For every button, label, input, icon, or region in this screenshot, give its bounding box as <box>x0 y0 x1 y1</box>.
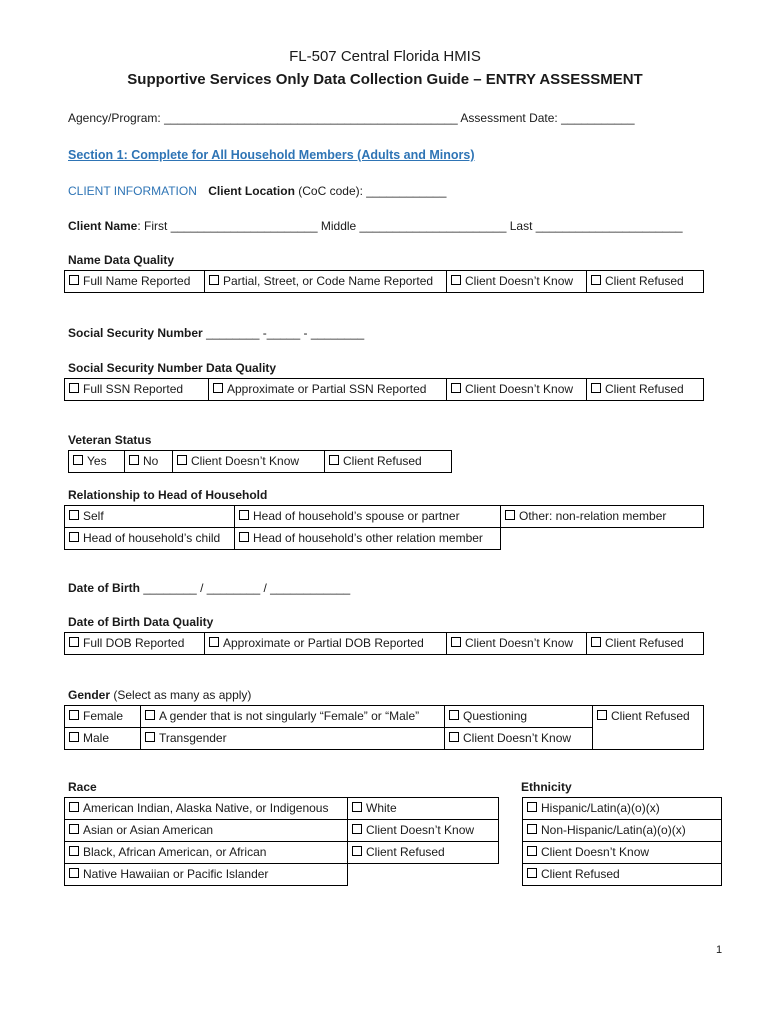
dob-field[interactable]: ________ / ________ / ____________ <box>143 581 351 595</box>
gender-heading: Gender <box>68 688 111 702</box>
checkbox-icon[interactable] <box>451 275 461 285</box>
checkbox-icon[interactable] <box>449 732 459 742</box>
section-1-heading: Section 1: Complete for All Household Members (Adults and Minors) <box>68 148 475 162</box>
checkbox-icon[interactable] <box>591 383 601 393</box>
empty-cell <box>501 528 704 550</box>
option-american-indian[interactable]: American Indian, Alaska Native, or Indigenous <box>65 798 348 820</box>
option-doesnt-know[interactable]: Client Doesn’t Know <box>348 820 499 842</box>
checkbox-icon[interactable] <box>329 455 339 465</box>
option-asian[interactable]: Asian or Asian American <box>65 820 348 842</box>
option-partial-name[interactable]: Partial, Street, or Code Name Reported <box>205 271 447 293</box>
agency-line <box>68 111 635 125</box>
option-refused[interactable]: Client Refused <box>523 864 722 886</box>
client-information-link[interactable]: CLIENT INFORMATION <box>68 184 197 198</box>
checkbox-icon[interactable] <box>69 532 79 542</box>
gender-table <box>64 705 704 750</box>
dob-line <box>68 581 350 595</box>
checkbox-icon[interactable] <box>352 802 362 812</box>
option-non-singular-gender[interactable]: A gender that is not singularly “Female” or “Male” <box>141 706 445 728</box>
checkbox-icon[interactable] <box>239 532 249 542</box>
checkbox-icon[interactable] <box>69 510 79 520</box>
checkbox-icon[interactable] <box>449 710 459 720</box>
checkbox-icon[interactable] <box>527 802 537 812</box>
option-refused[interactable]: Client Refused <box>593 706 704 750</box>
checkbox-icon[interactable] <box>69 710 79 720</box>
checkbox-icon[interactable] <box>69 846 79 856</box>
checkbox-icon[interactable] <box>73 455 83 465</box>
ethnicity-heading: Ethnicity <box>521 780 572 794</box>
checkbox-icon[interactable] <box>505 510 515 520</box>
client-name-label: Client Name <box>68 219 138 233</box>
checkbox-icon[interactable] <box>177 455 187 465</box>
document-title: FL-507 Central Florida HMIS <box>289 48 481 65</box>
option-doesnt-know[interactable]: Client Doesn’t Know <box>523 842 722 864</box>
race-table <box>64 797 499 886</box>
checkbox-icon[interactable] <box>591 637 601 647</box>
option-hispanic[interactable]: Hispanic/Latin(a)(o)(x) <box>523 798 722 820</box>
option-male[interactable]: Male <box>65 728 141 750</box>
option-native-hawaiian[interactable]: Native Hawaiian or Pacific Islander <box>65 864 348 886</box>
ethnicity-table <box>522 797 722 886</box>
option-black[interactable]: Black, African American, or African <box>65 842 348 864</box>
gender-heading-line <box>68 688 251 702</box>
checkbox-icon[interactable] <box>591 275 601 285</box>
option-transgender[interactable]: Transgender <box>141 728 445 750</box>
checkbox-icon[interactable] <box>527 824 537 834</box>
checkbox-icon[interactable] <box>145 732 155 742</box>
name-data-quality-heading: Name Data Quality <box>68 253 175 267</box>
option-doesnt-know[interactable]: Client Doesn’t Know <box>447 379 587 401</box>
ssn-field[interactable]: ________ -_____ - ________ <box>206 326 365 340</box>
checkbox-icon[interactable] <box>69 824 79 834</box>
checkbox-icon[interactable] <box>451 383 461 393</box>
option-refused[interactable]: Client Refused <box>325 451 452 473</box>
veteran-status-table <box>68 450 452 473</box>
client-info-line <box>68 184 446 198</box>
option-child[interactable]: Head of household’s child <box>65 528 235 550</box>
option-self[interactable]: Self <box>65 506 235 528</box>
option-questioning[interactable]: Questioning <box>445 706 593 728</box>
ssn-line <box>68 326 364 340</box>
assessment-date-blank[interactable]: ___________ <box>561 111 635 125</box>
name-data-quality-table <box>64 270 704 293</box>
option-spouse-partner[interactable]: Head of household’s spouse or partner <box>235 506 501 528</box>
checkbox-icon[interactable] <box>69 275 79 285</box>
checkbox-icon[interactable] <box>145 710 155 720</box>
option-yes[interactable]: Yes <box>69 451 125 473</box>
checkbox-icon[interactable] <box>239 510 249 520</box>
option-doesnt-know[interactable]: Client Doesn’t Know <box>447 271 587 293</box>
checkbox-icon[interactable] <box>352 846 362 856</box>
checkbox-icon[interactable] <box>69 732 79 742</box>
relationship-table <box>64 505 704 550</box>
option-partial-ssn[interactable]: Approximate or Partial SSN Reported <box>209 379 447 401</box>
option-white[interactable]: White <box>348 798 499 820</box>
option-doesnt-know[interactable]: Client Doesn’t Know <box>173 451 325 473</box>
checkbox-icon[interactable] <box>451 637 461 647</box>
client-name-line <box>68 219 683 233</box>
document-subtitle: Supportive Services Only Data Collection Guide – ENTRY ASSESSMENT <box>127 71 643 88</box>
last-name-field[interactable]: Last ______________________ <box>509 219 683 233</box>
option-refused[interactable]: Client Refused <box>348 842 499 864</box>
middle-name-field[interactable]: Middle ______________________ <box>320 219 507 233</box>
checkbox-icon[interactable] <box>69 802 79 812</box>
checkbox-icon[interactable] <box>69 383 79 393</box>
option-no[interactable]: No <box>125 451 173 473</box>
dob-data-quality-heading: Date of Birth Data Quality <box>68 615 214 629</box>
race-heading: Race <box>68 780 97 794</box>
checkbox-icon[interactable] <box>209 275 219 285</box>
option-doesnt-know[interactable]: Client Doesn’t Know <box>447 633 587 655</box>
checkbox-icon[interactable] <box>213 383 223 393</box>
first-name-field[interactable]: : First ______________________ <box>137 219 318 233</box>
option-female[interactable]: Female <box>65 706 141 728</box>
checkbox-icon[interactable] <box>527 868 537 878</box>
agency-label: Agency/Program: <box>68 111 161 125</box>
checkbox-icon[interactable] <box>597 710 607 720</box>
gender-note: (Select as many as apply) <box>113 688 252 702</box>
client-location-field[interactable]: (CoC code): ____________ <box>298 184 447 198</box>
option-full-dob[interactable]: Full DOB Reported <box>65 633 205 655</box>
option-partial-dob[interactable]: Approximate or Partial DOB Reported <box>205 633 447 655</box>
page-number: 1 <box>716 944 723 956</box>
ssn-data-quality-heading: Social Security Number Data Quality <box>68 361 277 375</box>
checkbox-icon[interactable] <box>69 868 79 878</box>
checkbox-icon[interactable] <box>352 824 362 834</box>
dob-label: Date of Birth <box>68 581 140 595</box>
ssn-label: Social Security Number <box>68 326 203 340</box>
option-non-relation[interactable]: Other: non-relation member <box>501 506 704 528</box>
option-full-name[interactable]: Full Name Reported <box>65 271 205 293</box>
option-doesnt-know[interactable]: Client Doesn’t Know <box>445 728 593 750</box>
ssn-data-quality-table <box>64 378 704 401</box>
checkbox-icon[interactable] <box>129 455 139 465</box>
agency-blank[interactable]: ____________________________________________ <box>164 111 458 125</box>
option-refused[interactable]: Client Refused <box>587 633 704 655</box>
dob-data-quality-table <box>64 632 704 655</box>
option-refused[interactable]: Client Refused <box>587 379 704 401</box>
checkbox-icon[interactable] <box>527 846 537 856</box>
empty-cell <box>348 864 499 886</box>
checkbox-icon[interactable] <box>69 637 79 647</box>
option-refused[interactable]: Client Refused <box>587 271 704 293</box>
option-non-hispanic[interactable]: Non-Hispanic/Latin(a)(o)(x) <box>523 820 722 842</box>
assessment-date-label: Assessment Date: <box>460 111 558 125</box>
client-location-label: Client Location <box>208 184 295 198</box>
option-full-ssn[interactable]: Full SSN Reported <box>65 379 209 401</box>
relationship-heading: Relationship to Head of Household <box>68 488 268 502</box>
option-other-relation[interactable]: Head of household’s other relation member <box>235 528 501 550</box>
veteran-status-heading: Veteran Status <box>68 433 152 447</box>
checkbox-icon[interactable] <box>209 637 219 647</box>
